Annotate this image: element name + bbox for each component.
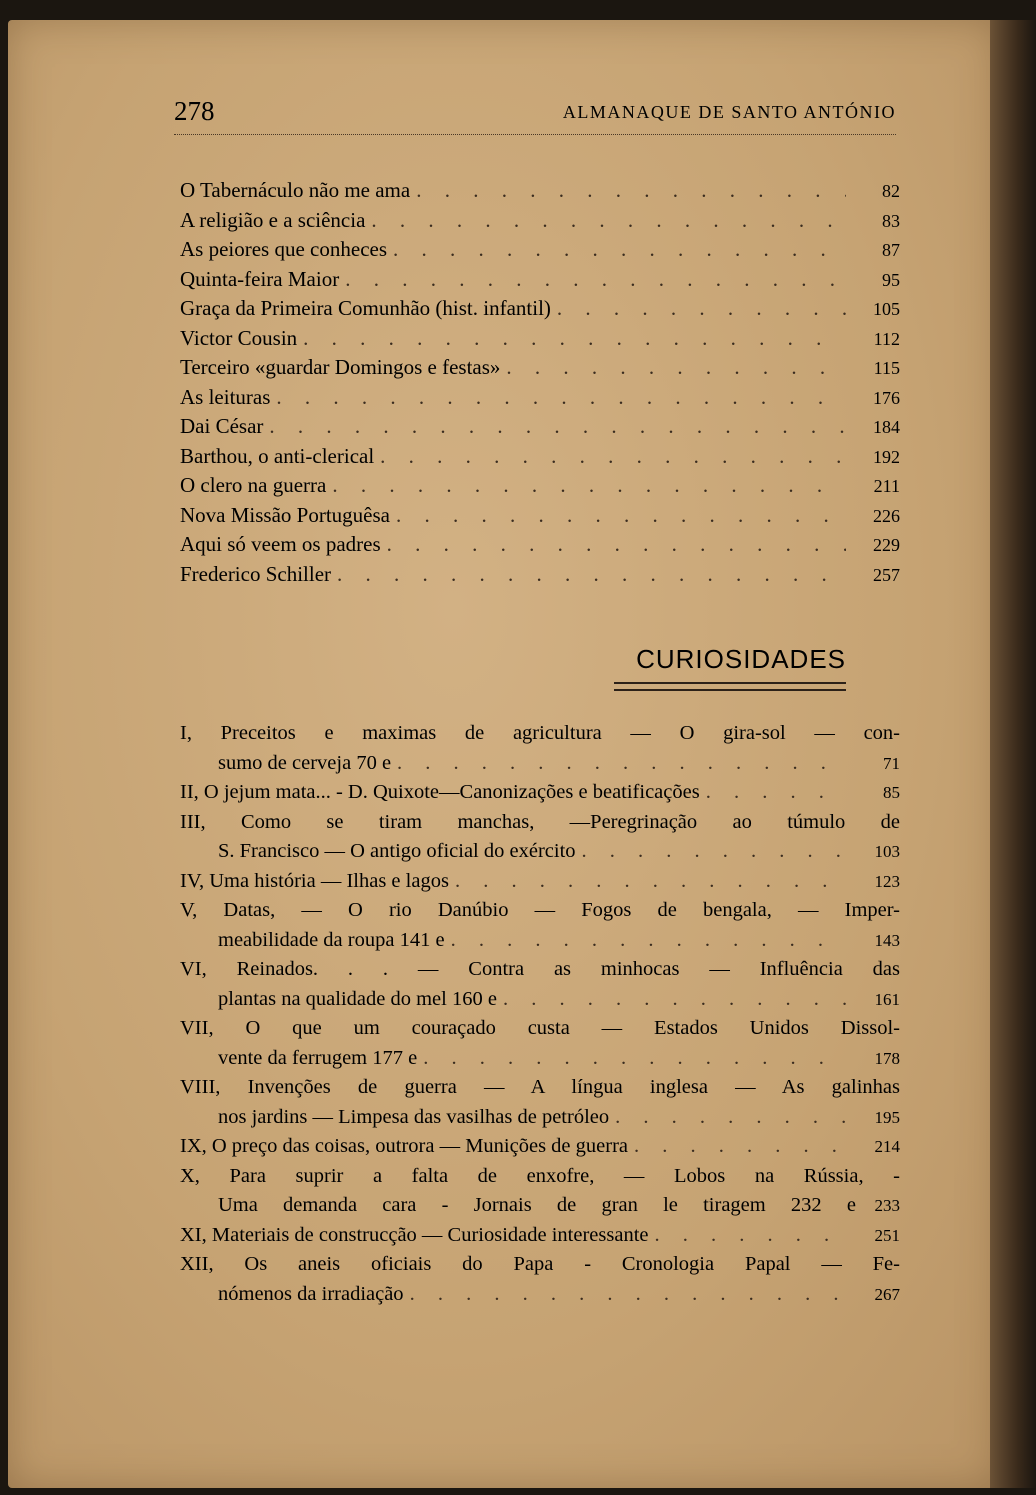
toc-entry (180, 473, 900, 503)
toc-entry-title: Victor Cousin (180, 325, 298, 350)
toc-entry-title: Aqui só veem os padres (180, 532, 381, 556)
toc-entry-title: O clero na guerra (180, 473, 327, 497)
toc-entry (180, 444, 900, 474)
toc-entry (180, 562, 900, 592)
toc-entry-title: O Tabernáculo não me ama (180, 178, 411, 202)
toc-entry-line (180, 899, 900, 929)
dot-leader (276, 385, 846, 410)
toc-entry-line (180, 811, 900, 841)
toc-entry-text: II, O jejum mata... - D. Quixote—Canonizações e beatificações (180, 781, 700, 803)
header-rule (174, 134, 896, 135)
toc-entry (180, 355, 900, 385)
toc-entry-text: S. Francisco — O antigo oficial do exército (218, 840, 576, 862)
dot-leader (332, 473, 846, 498)
toc-entry-title: Quinta-feira Maior (180, 266, 340, 291)
toc-entry-line (180, 1047, 900, 1077)
toc-entry-page: 192 (873, 446, 900, 467)
dot-leader (423, 1047, 846, 1070)
dot-leader (503, 988, 846, 1011)
toc-entry (180, 781, 900, 811)
toc-entry (180, 296, 900, 326)
dot-leader (655, 1224, 847, 1247)
toc-entry-page: 161 (874, 989, 900, 1009)
dot-leader (455, 870, 846, 893)
toc-entry-text: IX, O preço das coisas, outrora — Munições de guerra (180, 1135, 629, 1157)
toc-entry (180, 237, 900, 267)
dot-leader (706, 781, 846, 804)
toc-entry-page: 71 (883, 753, 900, 773)
toc-entry-line (180, 1283, 900, 1313)
toc-entry-line (180, 1017, 900, 1047)
toc-entry (180, 326, 900, 356)
section-double-rule (614, 682, 846, 691)
toc-entry-line (180, 1106, 900, 1136)
dot-leader (337, 562, 846, 587)
toc-entry-page: 267 (874, 1284, 900, 1304)
toc-entry-line (180, 752, 900, 782)
toc-entry-text: Uma demanda cara - Jornais de gran le tiragem 232 e (218, 1194, 856, 1216)
toc-entry-text: sumo de cerveja 70 e (218, 751, 392, 774)
toc-entry (180, 1076, 900, 1135)
section-title: CURIOSIDADES (636, 644, 846, 674)
dot-leader (416, 178, 846, 203)
toc-entry-page: 233 (874, 1196, 900, 1215)
toc-entry-line (180, 781, 900, 811)
toc-entry-page: 226 (873, 505, 900, 526)
toc-entry-text: I, Preceitos e maximas de agricultura — O gira-sol — con- (180, 722, 900, 744)
toc-entry-title: Barthou, o anti-clerical (180, 443, 375, 468)
toc-entry-line (180, 1224, 900, 1254)
dot-leader (582, 840, 846, 863)
page-header (174, 96, 896, 132)
toc-entry-line (180, 840, 900, 870)
toc-entry-page: 115 (873, 358, 900, 378)
toc-entry-title: A religião e a sciência (180, 207, 366, 232)
toc-entry-text: IV, Uma história — Ilhas e lagos (180, 869, 449, 892)
dot-leader (557, 296, 846, 321)
toc-entry (180, 385, 900, 415)
dot-leader (380, 444, 846, 469)
toc-entry-page: 105 (873, 299, 900, 319)
toc-entry-page: 251 (874, 1225, 900, 1245)
toc-entry (180, 899, 900, 958)
dot-leader (387, 532, 846, 557)
toc-entry-page: 103 (874, 842, 900, 861)
toc-entry (180, 414, 900, 444)
dot-leader (303, 326, 846, 351)
toc-entry (180, 870, 900, 900)
toc-entry-text: meabilidade da roupa 141 e (218, 928, 445, 951)
toc-entry-title: Graça da Primeira Comunhão (hist. infantil) (180, 296, 551, 320)
toc-entry (180, 1165, 900, 1224)
toc-entry-title: Frederico Schiller (180, 561, 332, 586)
toc-entry-page: 257 (873, 564, 900, 585)
toc-entry (180, 532, 900, 562)
toc-entry-page: 143 (874, 930, 900, 950)
running-title: ALMANAQUE DE SANTO ANTÓNIO (562, 102, 896, 122)
toc-entry-page: 211 (873, 476, 900, 496)
toc-entry (180, 722, 900, 781)
dot-leader (634, 1135, 846, 1158)
toc-entry-page: 112 (873, 328, 900, 349)
toc-entry-page: 176 (873, 387, 900, 408)
page-number: 278 (174, 96, 215, 126)
toc-entry-page: 82 (882, 181, 900, 201)
toc-entry-text: V, Datas, — O rio Danúbio — Fogos de bengala, — Imper- (180, 899, 900, 921)
dot-leader (269, 414, 846, 439)
toc-entry-title: Nova Missão Portuguêsa (180, 502, 390, 527)
book-spine (990, 20, 1036, 1488)
toc-articles (180, 178, 900, 591)
toc-entry-text: plantas na qualidade do mel 160 e (218, 987, 497, 1010)
toc-entry (180, 178, 900, 208)
toc-entry-text: VII, O que um couraçado custa — Estados Unidos Dissol- (180, 1017, 900, 1039)
toc-entry (180, 503, 900, 533)
dot-leader (615, 1106, 846, 1129)
dot-leader (371, 208, 846, 233)
toc-entry (180, 267, 900, 297)
dot-leader (397, 752, 846, 775)
toc-entry-line (180, 958, 900, 988)
dot-leader (396, 503, 846, 528)
toc-entry-title: As peiores que conheces (180, 237, 388, 261)
dot-leader (393, 237, 846, 262)
toc-entry-line (180, 722, 900, 752)
toc-entry (180, 208, 900, 238)
toc-entry-page: 123 (874, 871, 900, 891)
toc-entry-line (180, 870, 900, 900)
toc-entry-page: 95 (882, 269, 900, 290)
toc-entry-page: 83 (882, 210, 900, 231)
dot-leader (410, 1283, 846, 1306)
toc-entry-text: nómenos da irradiação (218, 1282, 404, 1305)
toc-entry-text: vente da ferrugem 177 e (218, 1046, 418, 1069)
toc-entry (180, 1135, 900, 1165)
toc-entry-page: 87 (882, 240, 900, 260)
toc-entry-title: Terceiro «guardar Domingos e festas» (180, 355, 501, 379)
toc-entry-page: 184 (873, 417, 900, 437)
toc-entry-page: 178 (874, 1048, 900, 1068)
toc-entry-text: nos jardins — Limpesa das vasilhas de petróleo (218, 1105, 610, 1128)
toc-entry-line (180, 1253, 900, 1283)
dot-leader (345, 267, 846, 292)
toc-curiosities (180, 722, 900, 1312)
toc-entry-line (180, 988, 900, 1018)
toc-entry-line (180, 1194, 900, 1224)
dot-leader (451, 929, 846, 952)
toc-entry-text: X, Para suprir a falta de enxofre, — Lobos na Rússia, - (180, 1164, 900, 1187)
toc-entry-page: 85 (883, 783, 900, 802)
toc-entry-line (180, 929, 900, 959)
toc-entry-text: III, Como se tiram manchas, —Peregrinação ao túmulo de (180, 810, 900, 833)
toc-entry-page: 214 (874, 1137, 900, 1156)
toc-entry (180, 811, 900, 870)
toc-entry-text: XII, Os aneis oficiais do Papa - Cronologia Papal — Fe- (180, 1253, 900, 1275)
toc-entry-title: As leituras (180, 384, 271, 409)
toc-entry-line (180, 1135, 900, 1165)
toc-entry-page: 229 (873, 535, 900, 555)
toc-entry (180, 958, 900, 1017)
toc-entry-text: VI, Reinados. . . — Contra as minhocas — Influência das (180, 958, 900, 980)
dot-leader (506, 355, 846, 380)
toc-entry-text: XI, Materiais de construcção — Curiosidade interessante (180, 1223, 649, 1246)
toc-entry (180, 1253, 900, 1312)
toc-entry-text: VIII, Invenções de guerra — A língua inglesa — As galinhas (180, 1076, 900, 1098)
toc-entry-line (180, 1076, 900, 1106)
toc-entry-title: Dai César (180, 414, 264, 438)
toc-entry-line (180, 1165, 900, 1195)
toc-entry-page: 195 (874, 1107, 900, 1127)
toc-entry (180, 1017, 900, 1076)
toc-entry (180, 1224, 900, 1254)
